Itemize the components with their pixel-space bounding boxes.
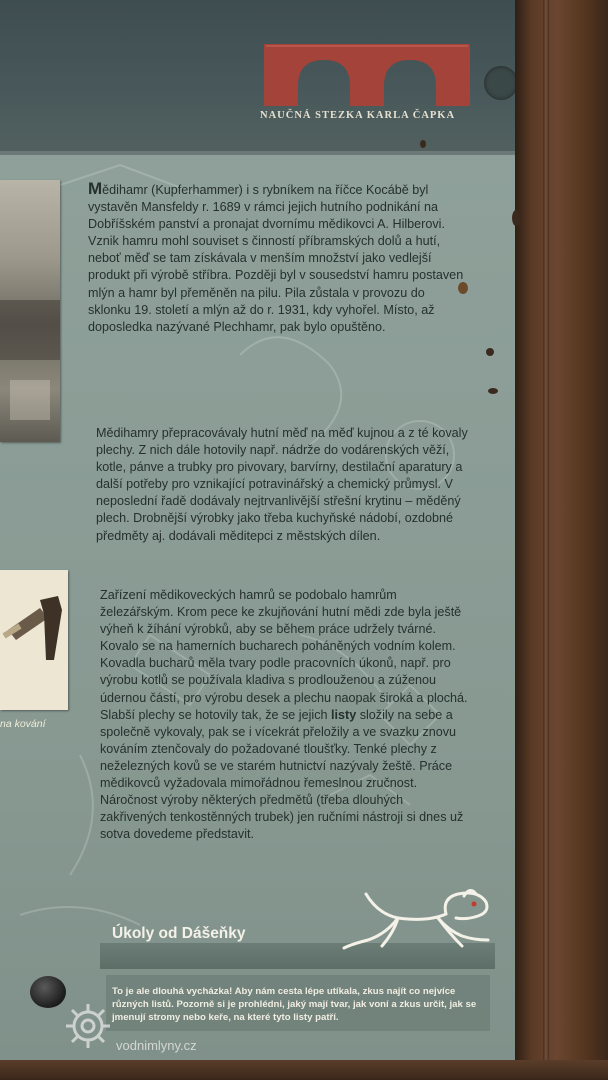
paragraph-history bbox=[88, 180, 468, 336]
paragraph-equipment-part-1: Zařízení mědikoveckých hamrů se podobalo hamrům železářským. Krom pece ke zkujňování hutní mědi zde byla ještě výheň k žíhání výrobků, aby se během práce udržely tvárné. Kovalo se na hamerních bucharech poháněných vodním kolem. Kovadla bucharů měla tvary podle pracovních úkonů, např. pro výrobu kotlů se používala kladiva s prodlouženou a zúženou údernou částí, pro výrobu desek a plechu naopak široká a plochá. Slabší plechy se hotovily tak, že se jejich bbox=[100, 588, 468, 722]
paragraph-history-text: ědihamr (Kupferhammer) i s rybníkem na říčce Kocábě byl vystavěn Mansfeldy r. 1689 v rámci jejich hutního podnikání na Dobříšském panství a pronajat dvornímu mědikovci A. Hilberovi. Vznik hamru mohl souviset s činností příbramských dolů a hutí, neboť měď se tam získávala v menším množství jako vedlejší produkt při výrobě stříbra. Později byl v sousedství hamru postaven mlýn a hamr byl přeměněn na pilu. Pila zůstala v provozu do sklonku 19. století a mlýn až do r. 1931, kdy vyhořel. Místo, až doposledka nazývané Plechhamr, pak bylo opuštěno. bbox=[88, 183, 464, 334]
dog-icon bbox=[338, 884, 496, 954]
insect-speck bbox=[486, 348, 494, 356]
wooden-frame bbox=[515, 0, 608, 1080]
task-text: To je ale dlouhá vycházka! Aby nám cesta lépe utíkala, zkus najít co nejvíce různých listů. Pozorně si je prohlédni, jaký mají tvar, jak voní a zkus určit, jak se jmenují stromy nebo keře, na které tyto listy patří. bbox=[112, 986, 477, 1024]
wooden-frame-bottom bbox=[0, 1060, 608, 1080]
paragraph-equipment-part-2: složily na sebe a společně vykovaly, pak se i vícekrát přeložily a ve svazku znovu kováním ztenčovaly do požadované tloušťky. Tenké plechy z neželezných kovů se ve starém hutnictví nazývaly žeště. Práce mědikovců vyžadovala mimořádnou řemeslnou zručnost. Náročnost výroby některých předmětů (třeba dlouhých zakřivených tenkostěnných trubek) jen ručními nástroji si dnes už sotva dovedeme představit. bbox=[100, 707, 464, 842]
insect-speck bbox=[512, 210, 520, 226]
task-title: Úkoly od Dášeňky bbox=[112, 925, 246, 942]
gear-watermark-icon bbox=[56, 994, 120, 1058]
insect-speck bbox=[488, 388, 498, 394]
mounting-disc bbox=[484, 66, 518, 100]
keyword-listy: listy bbox=[331, 707, 357, 722]
insect-speck bbox=[458, 282, 468, 294]
drop-cap: M bbox=[88, 179, 103, 198]
insect-speck bbox=[420, 140, 426, 148]
trail-title: NAUČNÁ STEZKA KARLA ČAPKA bbox=[260, 110, 456, 121]
tool-drawing bbox=[0, 570, 68, 710]
photo-caption: na kování bbox=[0, 718, 46, 730]
paragraph-products: Mědihamry přepracovávaly hutní měď na měď kujnou a z té kovaly plechy. Z nich dále hotovily např. nádrže do vodárenských věží, kotle, pánve a trubky pro pivovary, barvírny, destilační aparatury a další potřeby pro vznikající potravinářský a chemický průmysl. V neposlední řadě dodávaly nejtrvanlivější střešní krytinu – měděný plech. Drobnější výrobky jako třeba kuchyňské nádobí, ozdobné předměty aj. dodávali měditepci z městských dílen. bbox=[96, 426, 468, 543]
bridge-logo-icon bbox=[264, 44, 470, 106]
historic-photo bbox=[0, 180, 60, 442]
watermark-text: vodnimlyny.cz bbox=[116, 1038, 197, 1053]
paragraph-equipment bbox=[100, 587, 468, 843]
